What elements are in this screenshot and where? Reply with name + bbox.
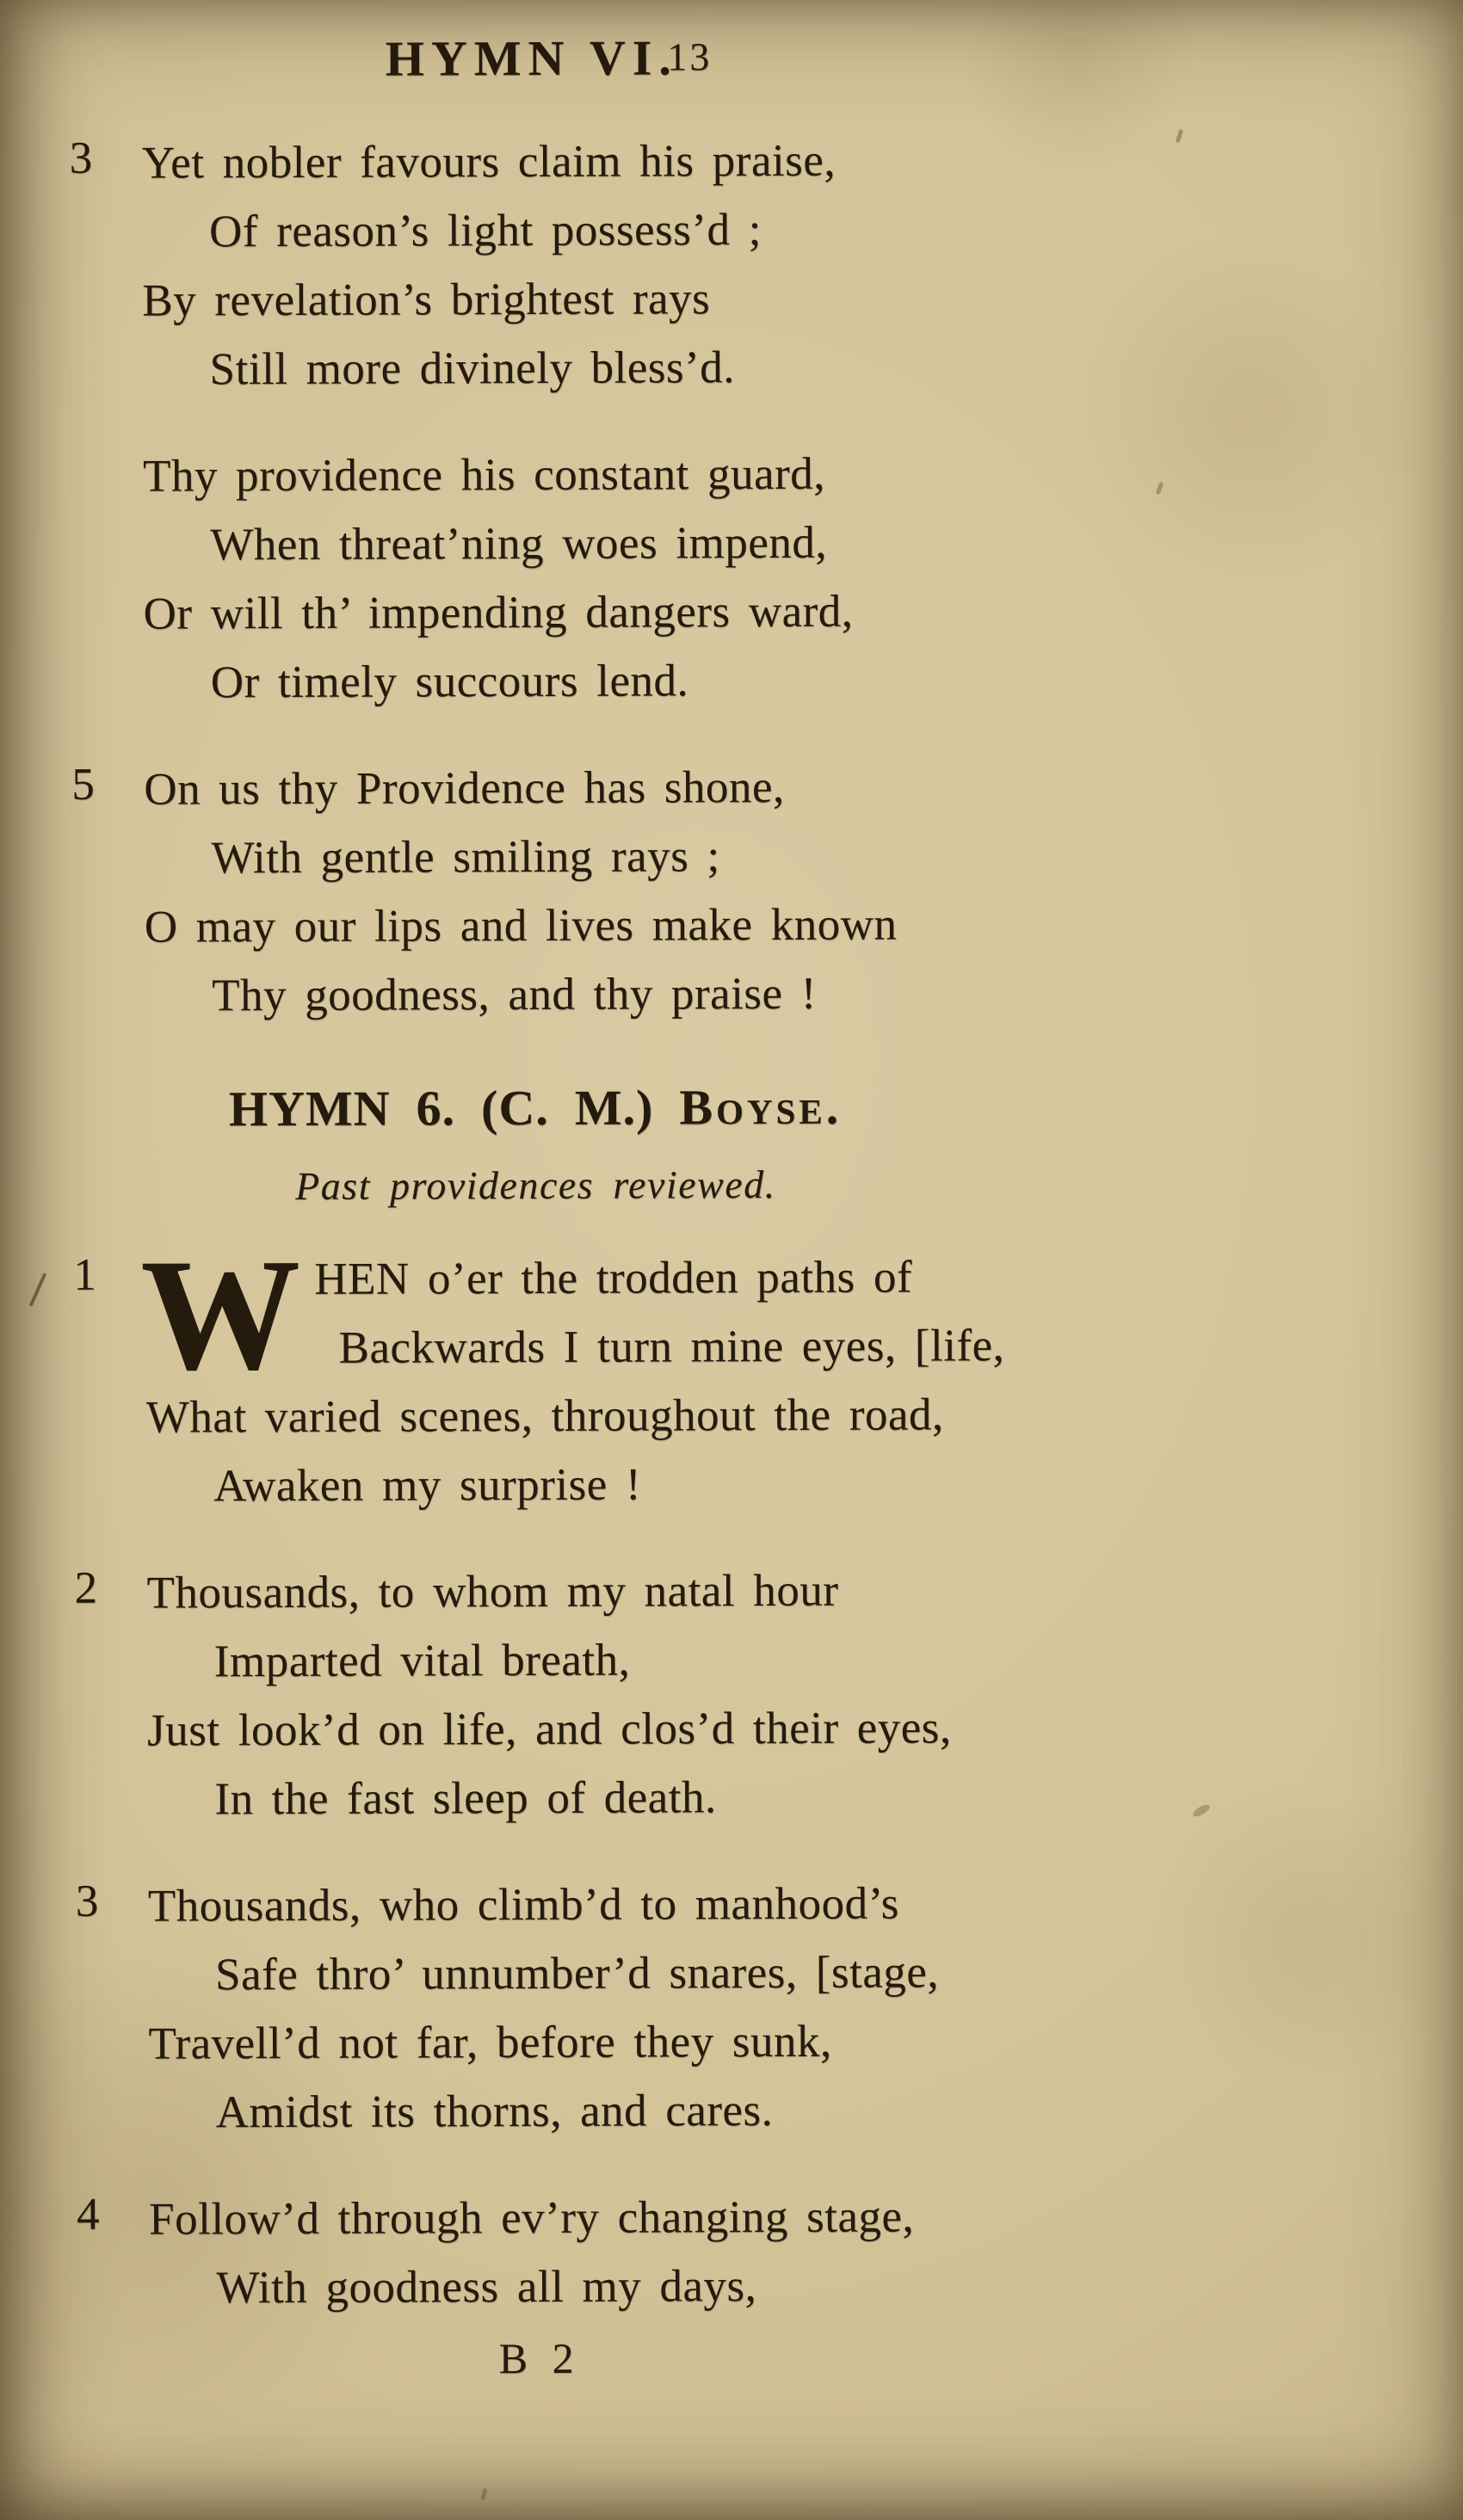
verse-number: 2 [74,1562,98,1613]
verse [76,1869,1002,2147]
verse [71,439,997,718]
verse-number: 1 [73,1249,96,1300]
verse [70,126,996,404]
verse [74,1556,1000,1834]
verse-number: 4 [76,2189,100,2240]
verse [77,2182,1003,2323]
verse-line: Backwards I turn mine eyes, [life, [338,1321,1005,1373]
hymn6 [72,1077,1005,2323]
verse-line: Travell’d not far, before they sunk, [148,2016,832,2069]
verse-line: Thousands, to whom my natal hour [146,1565,839,1618]
hymn5-continued [70,126,998,1031]
hymn-author: Boyse. [679,1078,843,1136]
verse-line: Follow’d through ev’ry changing stage, [149,2191,915,2245]
verse-line: Of reason’s light possess’d ; [208,205,762,257]
verse-line: In the fast sleep of death. [214,1772,717,1825]
verse-line: Thy providence his constant guard, [142,448,826,502]
dropcap-side [314,1242,1004,1383]
verse-line: On us thy Providence has shone, [144,761,785,815]
drop-cap: W [140,1225,301,1404]
hymn-meter: (C. M.) [481,1079,654,1137]
verse-number: 5 [71,759,95,810]
verse-number: 3 [69,132,93,183]
scan-artifact [480,2488,487,2501]
verse-line: Just look’d on life, and clos’d their eyes, [147,1703,952,1756]
verse-line: What varied scenes, throughout the road, [145,1389,944,1443]
page-number: 13 [667,34,713,79]
verse-line: Amidst its thorns, and cares. [215,2086,774,2138]
hymn-title: HYMN 6. [228,1080,456,1137]
page-title: HYMN VI. [385,29,678,87]
hymn-subtitle: Past providences reviewed. [295,1162,776,1208]
hymn-heading [72,1077,997,1138]
verse-line: Still more divinely bless’d. [209,342,736,395]
verse-line: With gentle smiling rays ; [211,831,720,884]
verse-line: Thousands, who climb’d to manhood’s [147,1878,899,1932]
verse-line: With goodness all my days, [216,2261,757,2314]
verse-line: Or will th’ impending dangers ward, [143,586,854,639]
page-header [69,28,994,117]
verse-line: Awaken my surprise ! [213,1459,642,1512]
scan-artifact [29,1272,47,1307]
verse [71,752,997,1031]
verse-line: When threat’ning woes impend, [210,517,828,570]
verse-line: Imparted vital breath, [213,1635,631,1687]
signature-mark: B 2 [498,2333,581,2383]
verse-line: HEN o’er the trodden paths of [314,1252,913,1304]
verse-line: Safe thro’ unnumber’d snares, [stage, [215,1947,940,2000]
scan-artifact [1176,129,1184,144]
verse-line: By revelation’s brightest rays [142,274,711,326]
scan-artifact [1156,482,1164,496]
dropcap-lines [73,1225,1005,1404]
verse-line: Or timely succours lend. [210,656,689,708]
verse-line: Yet nobler favours claim his praise, [141,135,836,188]
text-block [69,28,1003,2385]
verse [73,1225,1005,1521]
scan-artifact [1191,1802,1212,1819]
verse-number: 3 [75,1876,99,1926]
verse-line: Thy goodness, and thy praise ! [212,968,817,1021]
verse-line: O may our lips and lives make known [144,899,898,952]
